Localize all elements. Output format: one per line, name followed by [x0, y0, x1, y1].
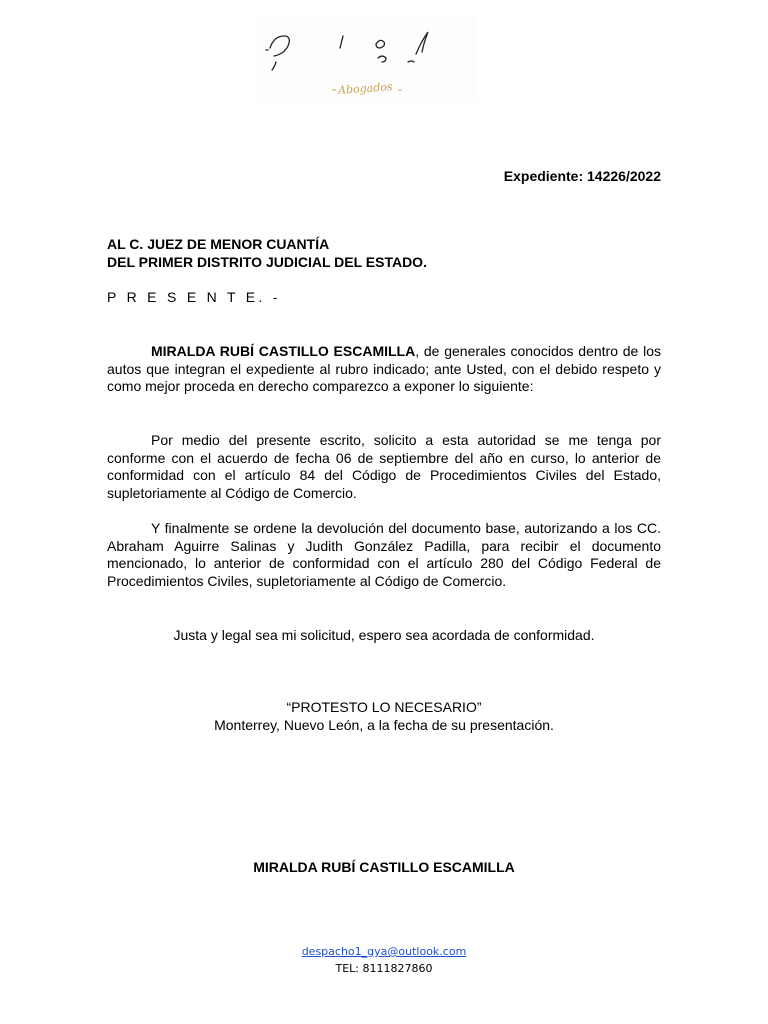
addressee-line: AL C. JUEZ DE MENOR CUANTÍA	[107, 236, 330, 252]
petitioner-name: MIRALDA RUBÍ CASTILLO ESCAMILLA	[151, 343, 416, 359]
body-paragraph: Y finalmente se ordene la devolución del documento base, autorizando a los CC. Abraham Aguirre Salinas y Judith González Padilla, para recibir el documento mencionado, lo anterior de conformidad con el artículo 280 del Código Federal de Procedimientos Civiles, supletoriamente al Código de Comercio.	[107, 520, 661, 589]
email-link[interactable]: despacho1_gya@outlook.com	[301, 945, 467, 958]
logo-brand-text: Abogados	[337, 80, 393, 97]
firm-logo	[258, 14, 476, 102]
case-number: Expediente: 14226/2022	[503, 168, 661, 184]
city-date-line: Monterrey, Nuevo León, a la fecha de su presentación.	[214, 717, 554, 733]
closing-request: Justa y legal sea mi solicitud, espero sea acordada de conformidad.	[173, 627, 595, 643]
addressee-line: DEL PRIMER DISTRITO JUDICIAL DEL ESTADO.	[107, 253, 427, 270]
signature-logo-icon	[258, 14, 476, 102]
paragraph-text: , de generales conocidos dentro de los autos que integran el expediente al rubro indicado; ante Usted, con el debido respeto y como mejor proceda en derecho comparezco a exponer lo siguiente:	[107, 343, 661, 394]
body-paragraph: Por medio del presente escrito, solicito a esta autoridad se me tenga por conforme con el acuerdo de fecha 06 de septiembre del año en curso, lo anterior de conformidad con el artículo 84 del Código de Procedimientos Civiles del Estado, supletoriamente al Código de Comercio.	[107, 432, 661, 501]
salutation: P R E S E N T E. -	[107, 289, 281, 305]
phone-number: TEL: 8111827860	[335, 962, 433, 975]
body-paragraph	[107, 343, 661, 396]
signature-name: MIRALDA RUBÍ CASTILLO ESCAMILLA	[253, 859, 515, 875]
addressee-block	[107, 236, 661, 271]
protesto-line: “PROTESTO LO NECESARIO”	[286, 699, 482, 715]
